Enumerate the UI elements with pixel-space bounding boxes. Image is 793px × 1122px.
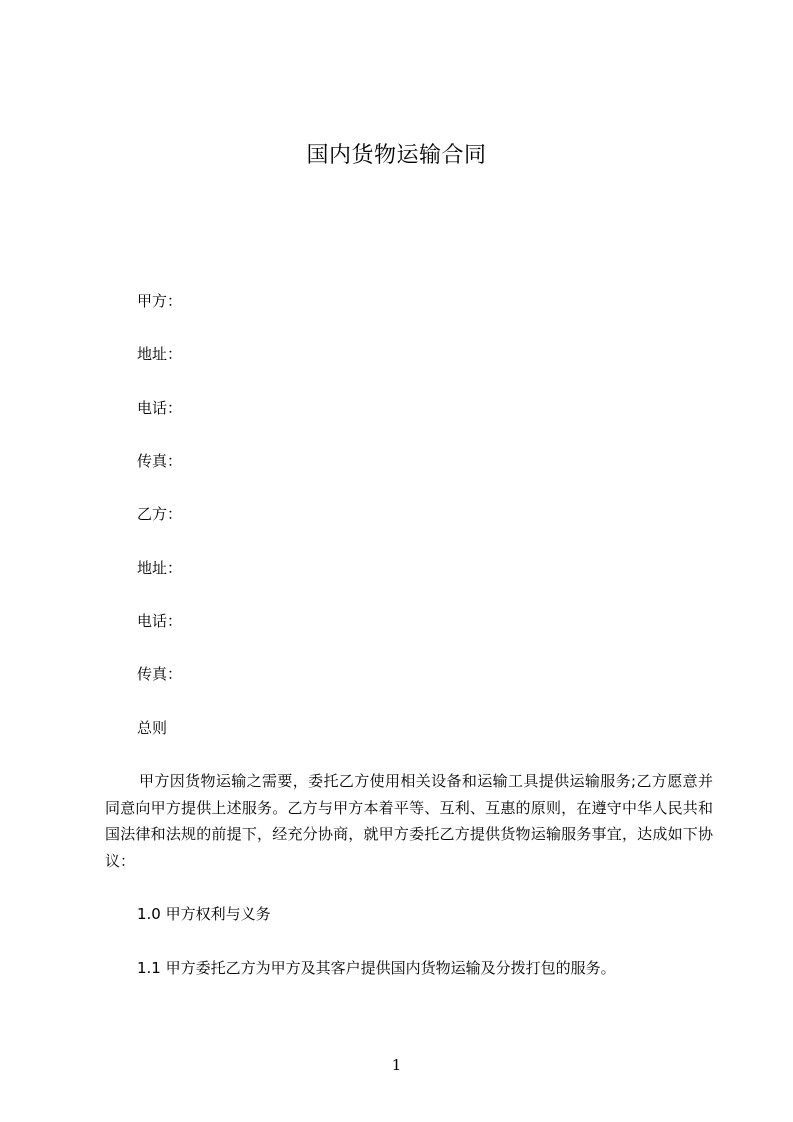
section-1-0-heading: 1.0 甲方权利与义务	[137, 905, 271, 923]
party-a-phone-label: 电话：	[137, 399, 183, 417]
contract-title: 国内货物运输合同	[306, 143, 487, 168]
section-1-1-text: 1.1 甲方委托乙方为甲方及其客户提供国内货物运输及分拨打包的服务。	[137, 959, 616, 977]
page-number: 1	[391, 1056, 402, 1074]
general-heading: 总则	[137, 719, 168, 737]
party-b-fax-label: 传真：	[137, 665, 183, 683]
party-b-phone-label: 电话：	[137, 612, 183, 630]
party-b-name-label: 乙方：	[137, 505, 183, 523]
general-paragraph: 甲方因货物运输之需要，委托乙方使用相关设备和运输工具提供运输服务;乙方愿意并同意向甲方提供上述服务。乙方与甲方本着平等、互利、互惠的原则，在遵守中华人民共和国法律和法规的前提下，经充分协商，就甲方委托乙方提供货物运输服务事宜，达成如下协议：	[105, 772, 713, 870]
party-b-address-label: 地址：	[137, 559, 183, 577]
party-a-name-label: 甲方：	[137, 292, 183, 310]
party-a-fax-label: 传真：	[137, 452, 183, 470]
party-a-address-label: 地址：	[137, 345, 183, 363]
